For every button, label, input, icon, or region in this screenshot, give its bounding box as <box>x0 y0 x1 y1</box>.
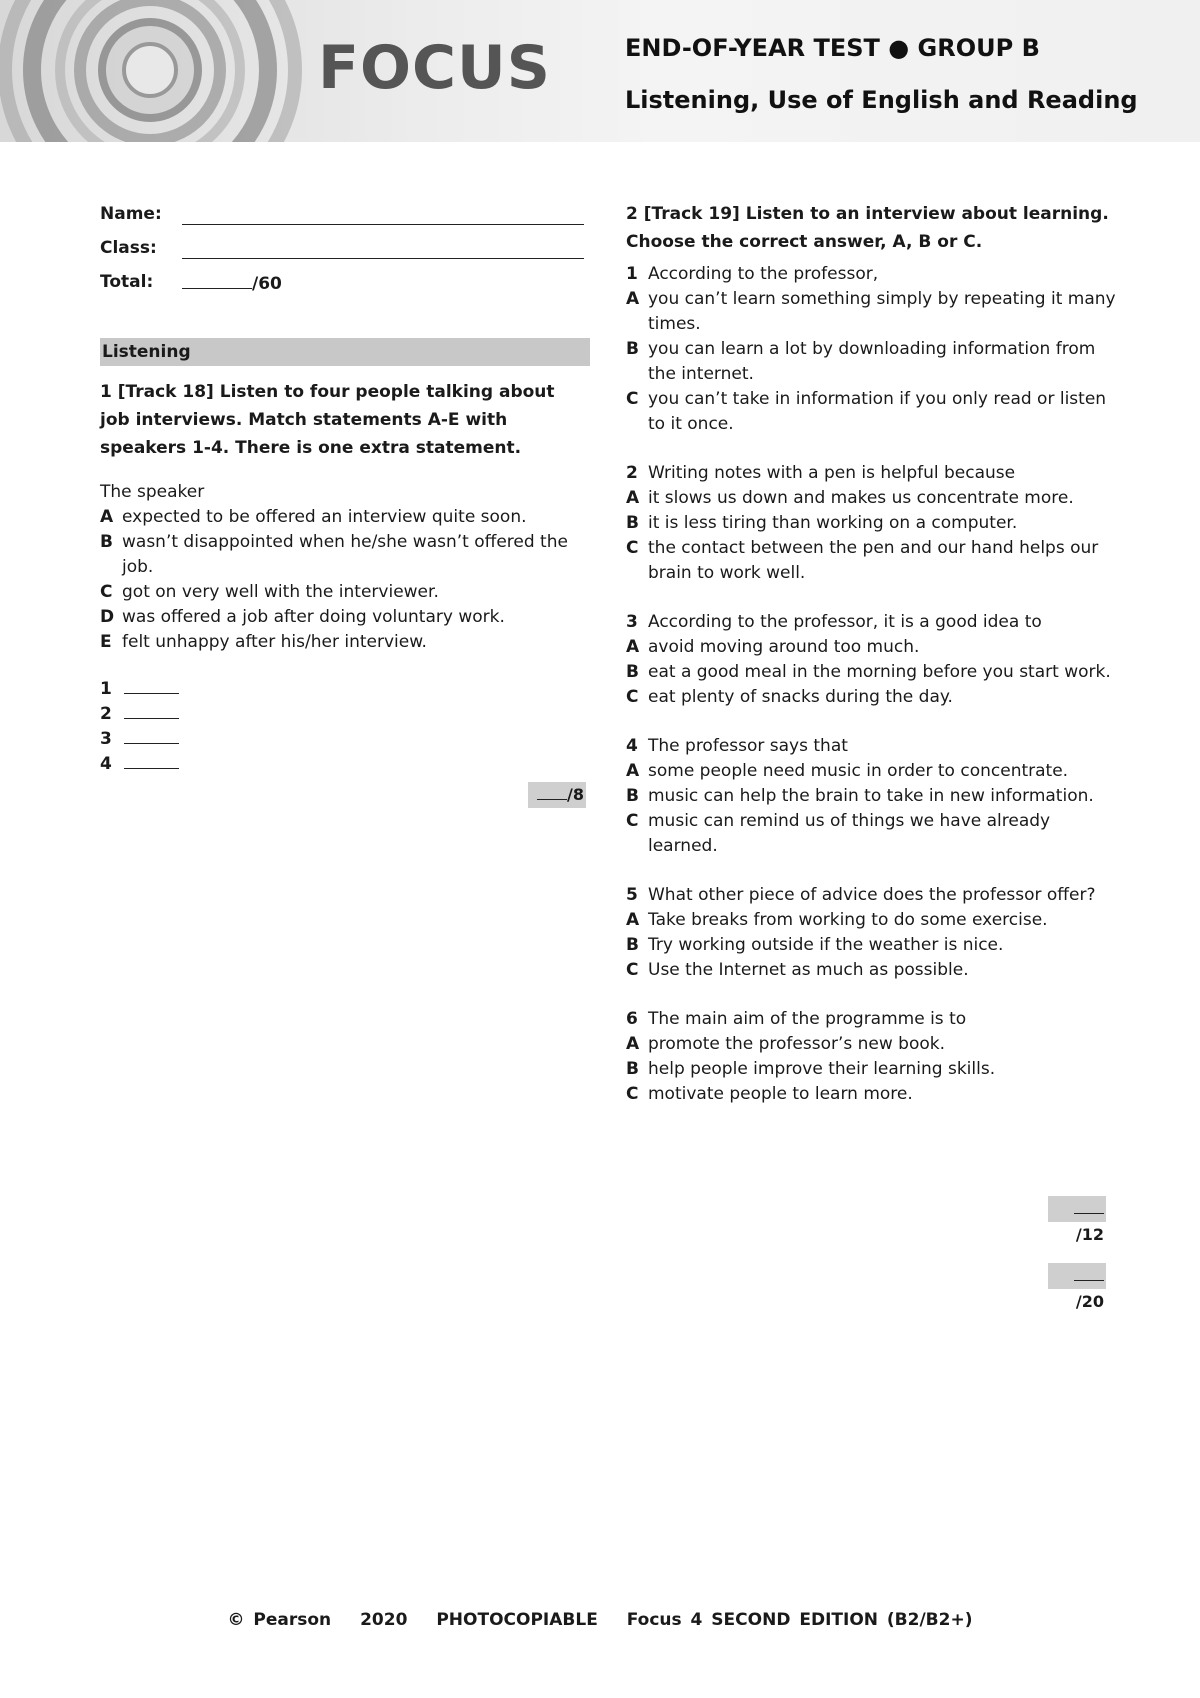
answer-row: 1 <box>100 677 590 702</box>
answer-blank[interactable] <box>124 752 179 769</box>
option-a: A promote the professor’s new book. <box>626 1034 946 1054</box>
copyright: © Pearson <box>227 1610 332 1630</box>
exercise-1-instruction: 1 [Track 18] Listen to four people talking about job interviews. Match statements A-E with speakers 1-4. There is one extra statement. <box>100 382 555 458</box>
option-c: C Use the Internet as much as possible. <box>626 960 969 980</box>
option-c: C eat plenty of snacks during the day. <box>626 687 953 707</box>
question-5: 5 What other piece of advice does the professor offer? A Take breaks from working to do some exercise. B Try working outside if the weather is nice. C Use the Internet as much as possible. <box>626 883 1116 983</box>
name-field[interactable] <box>182 224 584 225</box>
question-4: 4 The professor says that A some people need music in order to concentrate. B music can help the brain to take in new information. C music can remind us of things we have already learned. <box>626 734 1116 859</box>
question-6: 6 The main aim of the programme is to A promote the professor’s new book. B help people improve their learning skills. C motivate people to learn more. <box>626 1007 1116 1107</box>
section-total-score: /20 <box>1048 1263 1106 1289</box>
answer-row: 4 <box>100 752 590 777</box>
option-a: A avoid moving around too much. <box>626 637 920 657</box>
answer-blank[interactable] <box>124 677 179 694</box>
name-row <box>100 200 590 234</box>
exercise-1-answers <box>100 677 590 777</box>
exercise-2-instruction: 2 [Track 19] Listen to an interview about learning. Choose the correct answer, A, B or C. <box>626 204 1109 252</box>
answer-row: 2 <box>100 702 590 727</box>
score-blank[interactable] <box>1074 1263 1104 1281</box>
test-subtitle: Listening, Use of English and Reading <box>625 86 1138 114</box>
answer-blank[interactable] <box>124 702 179 719</box>
list-item: C got on very well with the interviewer. <box>100 582 439 602</box>
score-blank[interactable] <box>537 782 567 800</box>
answer-blank[interactable] <box>124 727 179 744</box>
page-header <box>0 0 1200 142</box>
total-row <box>100 268 590 302</box>
question-3: 3 According to the professor, it is a good idea to A avoid moving around too much. B eat a good meal in the morning before you start work. C eat plenty of snacks during the day. <box>626 610 1116 710</box>
total-label: Total: <box>100 272 154 292</box>
exercise-1-stem: The speaker <box>100 482 205 502</box>
option-a: A Take breaks from working to do some exercise. <box>626 910 1048 930</box>
option-c: C music can remind us of things we have already learned. <box>626 811 1051 856</box>
option-a: A you can’t learn something simply by repeating it many times. <box>626 289 1116 334</box>
name-label: Name: <box>100 204 162 224</box>
option-b: B help people improve their learning skills. <box>626 1059 996 1079</box>
exercise-2-questions <box>626 262 1116 1107</box>
class-field[interactable] <box>182 258 584 259</box>
option-c: C motivate people to learn more. <box>626 1084 913 1104</box>
list-item: A expected to be offered an interview quite soon. <box>100 507 527 527</box>
answer-row: 3 <box>100 727 590 752</box>
test-title: END-OF-YEAR TEST ● GROUP B <box>625 34 1040 62</box>
option-c: C the contact between the pen and our hand helps our brain to work well. <box>626 538 1099 583</box>
total-max: /60 <box>252 274 282 294</box>
left-column <box>100 200 590 777</box>
option-c: C you can’t take in information if you only read or listen to it once. <box>626 389 1107 434</box>
option-a: A some people need music in order to concentrate. <box>626 761 1069 781</box>
total-field[interactable] <box>182 270 252 289</box>
page-footer <box>0 1610 1200 1630</box>
right-column <box>626 200 1116 1131</box>
edition: Focus 4 SECOND EDITION (B2/B2+) <box>626 1610 973 1630</box>
year: 2020 <box>360 1610 408 1630</box>
option-b: B music can help the brain to take in new information. <box>626 786 1094 806</box>
option-a: A it slows us down and makes us concentrate more. <box>626 488 1074 508</box>
option-b: B Try working outside if the weather is nice. <box>626 935 1004 955</box>
question-2: 2 Writing notes with a pen is helpful because A it slows us down and makes us concentrate more. B it is less tiring than working on a computer. C the contact between the pen and our hand helps our brain to work well. <box>626 461 1116 586</box>
option-b: B it is less tiring than working on a computer. <box>626 513 1018 533</box>
exercise-1-score: /8 <box>528 782 586 808</box>
list-item: E felt unhappy after his/her interview. <box>100 632 427 652</box>
list-item: D was offered a job after doing voluntary work. <box>100 607 505 627</box>
exercise-1-options <box>100 505 590 655</box>
question-1: 1 According to the professor, A you can’t learn something simply by repeating it many times. B you can learn a lot by downloading information from the internet. C you can’t take in information if you only read or listen to it once. <box>626 262 1116 437</box>
class-row <box>100 234 590 268</box>
list-item: B wasn’t disappointed when he/she wasn’t offered the job. <box>100 532 568 577</box>
exercise-2-score: /12 <box>1048 1196 1106 1222</box>
class-label: Class: <box>100 238 157 258</box>
logo-rings-graphic <box>0 0 320 142</box>
photocopiable-note: PHOTOCOPIABLE <box>436 1610 598 1630</box>
score-blank[interactable] <box>1074 1196 1104 1214</box>
focus-logo: FOCUS <box>318 33 551 103</box>
section-heading: Listening <box>100 338 590 366</box>
option-b: B eat a good meal in the morning before you start work. <box>626 662 1111 682</box>
option-b: B you can learn a lot by downloading information from the internet. <box>626 339 1096 384</box>
